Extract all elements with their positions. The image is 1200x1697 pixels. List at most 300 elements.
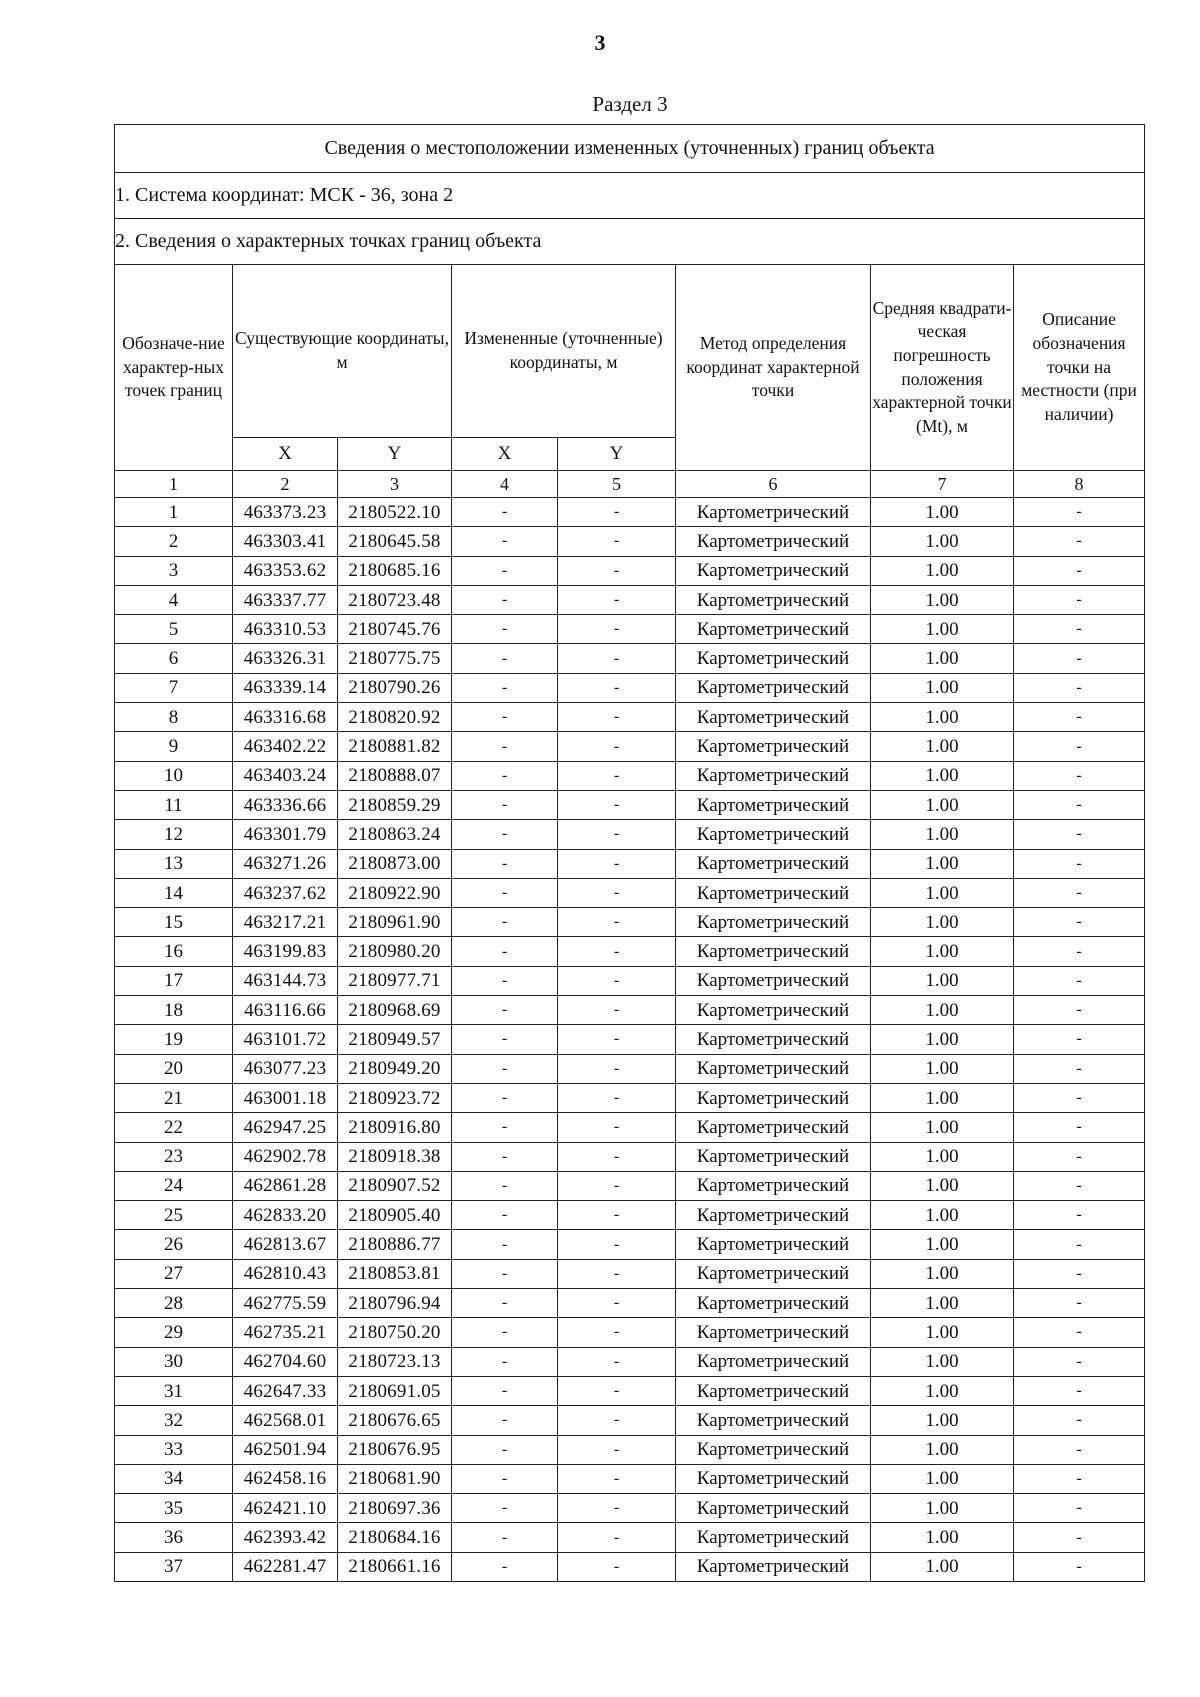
description-cell: - [1014, 761, 1145, 790]
column-number: 3 [338, 471, 452, 498]
header-description: Описание обозначения точки на местности (при наличии) [1014, 265, 1145, 471]
changed-y-cell: - [558, 1113, 676, 1142]
existing-x-cell: 462735.21 [233, 1318, 338, 1347]
table-row [115, 1054, 1145, 1083]
changed-x-cell: - [452, 1406, 558, 1435]
changed-x-cell: - [452, 644, 558, 673]
changed-y-cell: - [558, 732, 676, 761]
existing-x-cell: 462833.20 [233, 1201, 338, 1230]
existing-x-cell: 463217.21 [233, 908, 338, 937]
table-row [115, 673, 1145, 702]
point-number-cell: 17 [115, 966, 233, 995]
mt-cell: 1.00 [871, 790, 1014, 819]
existing-y-cell: 2180685.16 [338, 556, 452, 585]
table-row [115, 849, 1145, 878]
mt-cell: 1.00 [871, 527, 1014, 556]
header-changed-coordinates: Измененные (уточненные) координаты, м [452, 265, 676, 438]
method-cell: Картометрический [676, 1435, 871, 1464]
table-row [115, 1113, 1145, 1142]
mt-cell: 1.00 [871, 1230, 1014, 1259]
description-cell: - [1014, 1025, 1145, 1054]
changed-x-cell: - [452, 1552, 558, 1581]
changed-x-cell: - [452, 878, 558, 907]
mt-cell: 1.00 [871, 908, 1014, 937]
changed-y-cell: - [558, 1054, 676, 1083]
existing-x-cell: 462421.10 [233, 1494, 338, 1523]
description-cell: - [1014, 615, 1145, 644]
existing-x-cell: 462861.28 [233, 1171, 338, 1200]
point-number-cell: 15 [115, 908, 233, 937]
column-number: 4 [452, 471, 558, 498]
existing-y-cell: 2180676.65 [338, 1406, 452, 1435]
existing-x-cell: 463373.23 [233, 498, 338, 527]
mt-cell: 1.00 [871, 1435, 1014, 1464]
description-cell: - [1014, 1376, 1145, 1405]
column-number: 7 [871, 471, 1014, 498]
changed-x-cell: - [452, 908, 558, 937]
changed-y-cell: - [558, 1552, 676, 1581]
table-row [115, 790, 1145, 819]
changed-y-cell: - [558, 996, 676, 1025]
boundary-points-table [114, 124, 1145, 1582]
changed-y-cell: - [558, 966, 676, 995]
existing-x-cell: 462393.42 [233, 1523, 338, 1552]
mt-cell: 1.00 [871, 644, 1014, 673]
changed-y-cell: - [558, 1406, 676, 1435]
table-row [115, 1083, 1145, 1112]
mt-cell: 1.00 [871, 937, 1014, 966]
existing-y-cell: 2180977.71 [338, 966, 452, 995]
mt-cell: 1.00 [871, 1171, 1014, 1200]
point-number-cell: 21 [115, 1083, 233, 1112]
existing-x-cell: 463402.22 [233, 732, 338, 761]
description-cell: - [1014, 1494, 1145, 1523]
changed-x-cell: - [452, 1201, 558, 1230]
method-cell: Картометрический [676, 937, 871, 966]
existing-x-cell: 463403.24 [233, 761, 338, 790]
changed-y-cell: - [558, 527, 676, 556]
mt-cell: 1.00 [871, 996, 1014, 1025]
existing-x-cell: 463301.79 [233, 820, 338, 849]
header-mean-square-error: Средняя квадрати-ческая погрешность положения характерной точки (Mt), м [871, 265, 1014, 471]
point-number-cell: 35 [115, 1494, 233, 1523]
method-cell: Картометрический [676, 878, 871, 907]
existing-x-cell: 463316.68 [233, 703, 338, 732]
changed-x-cell: - [452, 1376, 558, 1405]
changed-x-cell: - [452, 1230, 558, 1259]
method-cell: Картометрический [676, 908, 871, 937]
description-cell: - [1014, 1230, 1145, 1259]
changed-x-cell: - [452, 498, 558, 527]
method-cell: Картометрический [676, 1406, 871, 1435]
changed-y-cell: - [558, 878, 676, 907]
changed-y-cell: - [558, 1464, 676, 1493]
description-cell: - [1014, 1201, 1145, 1230]
existing-y-cell: 2180661.16 [338, 1552, 452, 1581]
changed-y-cell: - [558, 1347, 676, 1376]
changed-x-cell: - [452, 1494, 558, 1523]
point-number-cell: 4 [115, 585, 233, 614]
method-cell: Картометрический [676, 790, 871, 819]
header-changed-y: Y [558, 438, 676, 471]
method-cell: Картометрический [676, 615, 871, 644]
point-number-cell: 8 [115, 703, 233, 732]
point-number-cell: 33 [115, 1435, 233, 1464]
description-cell: - [1014, 1552, 1145, 1581]
mt-cell: 1.00 [871, 673, 1014, 702]
changed-y-cell: - [558, 556, 676, 585]
changed-x-cell: - [452, 1171, 558, 1200]
method-cell: Картометрический [676, 732, 871, 761]
mt-cell: 1.00 [871, 1347, 1014, 1376]
existing-y-cell: 2180796.94 [338, 1289, 452, 1318]
description-cell: - [1014, 703, 1145, 732]
existing-y-cell: 2180684.16 [338, 1523, 452, 1552]
mt-cell: 1.00 [871, 1259, 1014, 1288]
point-number-cell: 16 [115, 937, 233, 966]
section-label: Раздел 3 [592, 92, 668, 116]
mt-cell: 1.00 [871, 966, 1014, 995]
column-number: 1 [115, 471, 233, 498]
mt-cell: 1.00 [871, 1523, 1014, 1552]
method-cell: Картометрический [676, 1142, 871, 1171]
point-number-cell: 11 [115, 790, 233, 819]
existing-y-cell: 2180723.48 [338, 585, 452, 614]
point-number-cell: 37 [115, 1552, 233, 1581]
changed-x-cell: - [452, 1523, 558, 1552]
point-number-cell: 7 [115, 673, 233, 702]
existing-y-cell: 2180775.75 [338, 644, 452, 673]
changed-x-cell: - [452, 527, 558, 556]
description-cell: - [1014, 1347, 1145, 1376]
mt-cell: 1.00 [871, 732, 1014, 761]
changed-y-cell: - [558, 1435, 676, 1464]
changed-y-cell: - [558, 1523, 676, 1552]
changed-y-cell: - [558, 703, 676, 732]
method-cell: Картометрический [676, 761, 871, 790]
method-cell: Картометрический [676, 703, 871, 732]
existing-x-cell: 463353.62 [233, 556, 338, 585]
changed-x-cell: - [452, 1113, 558, 1142]
point-number-cell: 2 [115, 527, 233, 556]
header-changed-x: X [452, 438, 558, 471]
point-number-cell: 27 [115, 1259, 233, 1288]
mt-cell: 1.00 [871, 703, 1014, 732]
description-cell: - [1014, 1142, 1145, 1171]
point-number-cell: 3 [115, 556, 233, 585]
mt-cell: 1.00 [871, 615, 1014, 644]
existing-y-cell: 2180820.92 [338, 703, 452, 732]
method-cell: Картометрический [676, 585, 871, 614]
existing-x-cell: 463336.66 [233, 790, 338, 819]
existing-x-cell: 462458.16 [233, 1464, 338, 1493]
column-number: 6 [676, 471, 871, 498]
mt-cell: 1.00 [871, 1025, 1014, 1054]
table-row [115, 1201, 1145, 1230]
method-cell: Картометрический [676, 1523, 871, 1552]
table-row [115, 527, 1145, 556]
description-cell: - [1014, 732, 1145, 761]
changed-x-cell: - [452, 1142, 558, 1171]
method-cell: Картометрический [676, 1552, 871, 1581]
mt-cell: 1.00 [871, 1083, 1014, 1112]
mt-cell: 1.00 [871, 1113, 1014, 1142]
changed-y-cell: - [558, 1289, 676, 1318]
method-cell: Картометрический [676, 1201, 871, 1230]
point-number-cell: 34 [115, 1464, 233, 1493]
description-cell: - [1014, 878, 1145, 907]
table-row [115, 1171, 1145, 1200]
table-row [115, 1464, 1145, 1493]
description-cell: - [1014, 1523, 1145, 1552]
method-cell: Картометрический [676, 1318, 871, 1347]
changed-x-cell: - [452, 703, 558, 732]
existing-x-cell: 463326.31 [233, 644, 338, 673]
point-number-cell: 25 [115, 1201, 233, 1230]
point-number-cell: 6 [115, 644, 233, 673]
method-cell: Картометрический [676, 498, 871, 527]
existing-x-cell: 462902.78 [233, 1142, 338, 1171]
existing-x-cell: 462647.33 [233, 1376, 338, 1405]
point-number-cell: 14 [115, 878, 233, 907]
existing-y-cell: 2180676.95 [338, 1435, 452, 1464]
existing-y-cell: 2180681.90 [338, 1464, 452, 1493]
existing-y-cell: 2180980.20 [338, 937, 452, 966]
table-row [115, 937, 1145, 966]
existing-x-cell: 463303.41 [233, 527, 338, 556]
table-row [115, 1142, 1145, 1171]
existing-y-cell: 2180961.90 [338, 908, 452, 937]
method-cell: Картометрический [676, 527, 871, 556]
existing-y-cell: 2180886.77 [338, 1230, 452, 1259]
existing-x-cell: 462810.43 [233, 1259, 338, 1288]
existing-x-cell: 463271.26 [233, 849, 338, 878]
existing-y-cell: 2180873.00 [338, 849, 452, 878]
changed-y-cell: - [558, 820, 676, 849]
changed-x-cell: - [452, 732, 558, 761]
existing-x-cell: 463144.73 [233, 966, 338, 995]
method-cell: Картометрический [676, 820, 871, 849]
description-cell: - [1014, 996, 1145, 1025]
changed-x-cell: - [452, 761, 558, 790]
point-number-cell: 23 [115, 1142, 233, 1171]
description-cell: - [1014, 1435, 1145, 1464]
description-cell: - [1014, 527, 1145, 556]
table-row [115, 585, 1145, 614]
point-number-cell: 31 [115, 1376, 233, 1405]
changed-y-cell: - [558, 1171, 676, 1200]
existing-y-cell: 2180888.07 [338, 761, 452, 790]
changed-x-cell: - [452, 1025, 558, 1054]
existing-x-cell: 462281.47 [233, 1552, 338, 1581]
description-cell: - [1014, 1083, 1145, 1112]
changed-x-cell: - [452, 1435, 558, 1464]
changed-x-cell: - [452, 673, 558, 702]
mt-cell: 1.00 [871, 556, 1014, 585]
point-number-cell: 13 [115, 849, 233, 878]
column-number: 8 [1014, 471, 1145, 498]
description-cell: - [1014, 556, 1145, 585]
method-cell: Картометрический [676, 1259, 871, 1288]
existing-x-cell: 463310.53 [233, 615, 338, 644]
description-cell: - [1014, 908, 1145, 937]
table-row [115, 1347, 1145, 1376]
changed-y-cell: - [558, 1376, 676, 1405]
mt-cell: 1.00 [871, 1552, 1014, 1581]
existing-x-cell: 462568.01 [233, 1406, 338, 1435]
point-number-cell: 10 [115, 761, 233, 790]
existing-x-cell: 463001.18 [233, 1083, 338, 1112]
point-number-cell: 30 [115, 1347, 233, 1376]
description-cell: - [1014, 644, 1145, 673]
point-number-cell: 18 [115, 996, 233, 1025]
table-row [115, 1552, 1145, 1581]
existing-x-cell: 463339.14 [233, 673, 338, 702]
existing-y-cell: 2180863.24 [338, 820, 452, 849]
changed-x-cell: - [452, 585, 558, 614]
point-number-cell: 5 [115, 615, 233, 644]
changed-y-cell: - [558, 585, 676, 614]
changed-x-cell: - [452, 1464, 558, 1493]
description-cell: - [1014, 1171, 1145, 1200]
table-row [115, 1523, 1145, 1552]
method-cell: Картометрический [676, 996, 871, 1025]
existing-x-cell: 463199.83 [233, 937, 338, 966]
changed-x-cell: - [452, 937, 558, 966]
method-cell: Картометрический [676, 1083, 871, 1112]
description-cell: - [1014, 966, 1145, 995]
changed-y-cell: - [558, 1083, 676, 1112]
existing-y-cell: 2180853.81 [338, 1259, 452, 1288]
existing-y-cell: 2180923.72 [338, 1083, 452, 1112]
changed-y-cell: - [558, 937, 676, 966]
coordinate-system: 1. Система координат: МСК - 36, зона 2 [115, 173, 1145, 219]
changed-x-cell: - [452, 820, 558, 849]
point-number-cell: 36 [115, 1523, 233, 1552]
changed-x-cell: - [452, 1289, 558, 1318]
changed-x-cell: - [452, 556, 558, 585]
table-row [115, 732, 1145, 761]
point-number-cell: 26 [115, 1230, 233, 1259]
mt-cell: 1.00 [871, 761, 1014, 790]
header-existing-x: X [233, 438, 338, 471]
point-number-cell: 29 [115, 1318, 233, 1347]
mt-cell: 1.00 [871, 1376, 1014, 1405]
table-row [115, 1494, 1145, 1523]
existing-y-cell: 2180916.80 [338, 1113, 452, 1142]
existing-x-cell: 462704.60 [233, 1347, 338, 1376]
method-cell: Картометрический [676, 1347, 871, 1376]
existing-x-cell: 463077.23 [233, 1054, 338, 1083]
changed-x-cell: - [452, 966, 558, 995]
header-existing-y: Y [338, 438, 452, 471]
point-number-cell: 22 [115, 1113, 233, 1142]
changed-y-cell: - [558, 1259, 676, 1288]
table-row [115, 761, 1145, 790]
mt-cell: 1.00 [871, 1142, 1014, 1171]
description-cell: - [1014, 1289, 1145, 1318]
description-cell: - [1014, 1464, 1145, 1493]
description-cell: - [1014, 820, 1145, 849]
mt-cell: 1.00 [871, 878, 1014, 907]
table-row [115, 1025, 1145, 1054]
mt-cell: 1.00 [871, 498, 1014, 527]
table-row [115, 556, 1145, 585]
changed-y-cell: - [558, 1230, 676, 1259]
mt-cell: 1.00 [871, 1201, 1014, 1230]
existing-y-cell: 2180907.52 [338, 1171, 452, 1200]
method-cell: Картометрический [676, 1054, 871, 1083]
existing-y-cell: 2180949.20 [338, 1054, 452, 1083]
column-number: 2 [233, 471, 338, 498]
method-cell: Картометрический [676, 1230, 871, 1259]
mt-cell: 1.00 [871, 1494, 1014, 1523]
method-cell: Картометрический [676, 1464, 871, 1493]
mt-cell: 1.00 [871, 1289, 1014, 1318]
table-row [115, 498, 1145, 527]
changed-y-cell: - [558, 1494, 676, 1523]
method-cell: Картометрический [676, 1113, 871, 1142]
changed-y-cell: - [558, 1318, 676, 1347]
method-cell: Картометрический [676, 849, 871, 878]
changed-x-cell: - [452, 1347, 558, 1376]
point-number-cell: 19 [115, 1025, 233, 1054]
description-cell: - [1014, 673, 1145, 702]
existing-y-cell: 2180745.76 [338, 615, 452, 644]
existing-y-cell: 2180918.38 [338, 1142, 452, 1171]
existing-y-cell: 2180905.40 [338, 1201, 452, 1230]
existing-y-cell: 2180949.57 [338, 1025, 452, 1054]
description-cell: - [1014, 1054, 1145, 1083]
table-row [115, 1435, 1145, 1464]
method-cell: Картометрический [676, 673, 871, 702]
method-cell: Картометрический [676, 644, 871, 673]
changed-x-cell: - [452, 615, 558, 644]
changed-x-cell: - [452, 996, 558, 1025]
description-cell: - [1014, 1113, 1145, 1142]
changed-x-cell: - [452, 849, 558, 878]
changed-y-cell: - [558, 1142, 676, 1171]
table-row [115, 820, 1145, 849]
description-cell: - [1014, 790, 1145, 819]
point-number-cell: 1 [115, 498, 233, 527]
point-number-cell: 20 [115, 1054, 233, 1083]
column-number: 5 [558, 471, 676, 498]
changed-y-cell: - [558, 908, 676, 937]
mt-cell: 1.00 [871, 1464, 1014, 1493]
existing-x-cell: 463237.62 [233, 878, 338, 907]
table-row [115, 966, 1145, 995]
method-cell: Картометрический [676, 1289, 871, 1318]
changed-x-cell: - [452, 1083, 558, 1112]
method-cell: Картометрический [676, 1376, 871, 1405]
method-cell: Картометрический [676, 1025, 871, 1054]
existing-y-cell: 2180790.26 [338, 673, 452, 702]
changed-y-cell: - [558, 498, 676, 527]
existing-x-cell: 462775.59 [233, 1289, 338, 1318]
description-cell: - [1014, 1259, 1145, 1288]
mt-cell: 1.00 [871, 820, 1014, 849]
header-method: Метод определения координат характерной точки [676, 265, 871, 471]
existing-x-cell: 463116.66 [233, 996, 338, 1025]
point-number-cell: 28 [115, 1289, 233, 1318]
changed-x-cell: - [452, 1318, 558, 1347]
table-row [115, 1376, 1145, 1405]
table-row [115, 908, 1145, 937]
existing-x-cell: 462947.25 [233, 1113, 338, 1142]
table-row [115, 1318, 1145, 1347]
changed-y-cell: - [558, 790, 676, 819]
